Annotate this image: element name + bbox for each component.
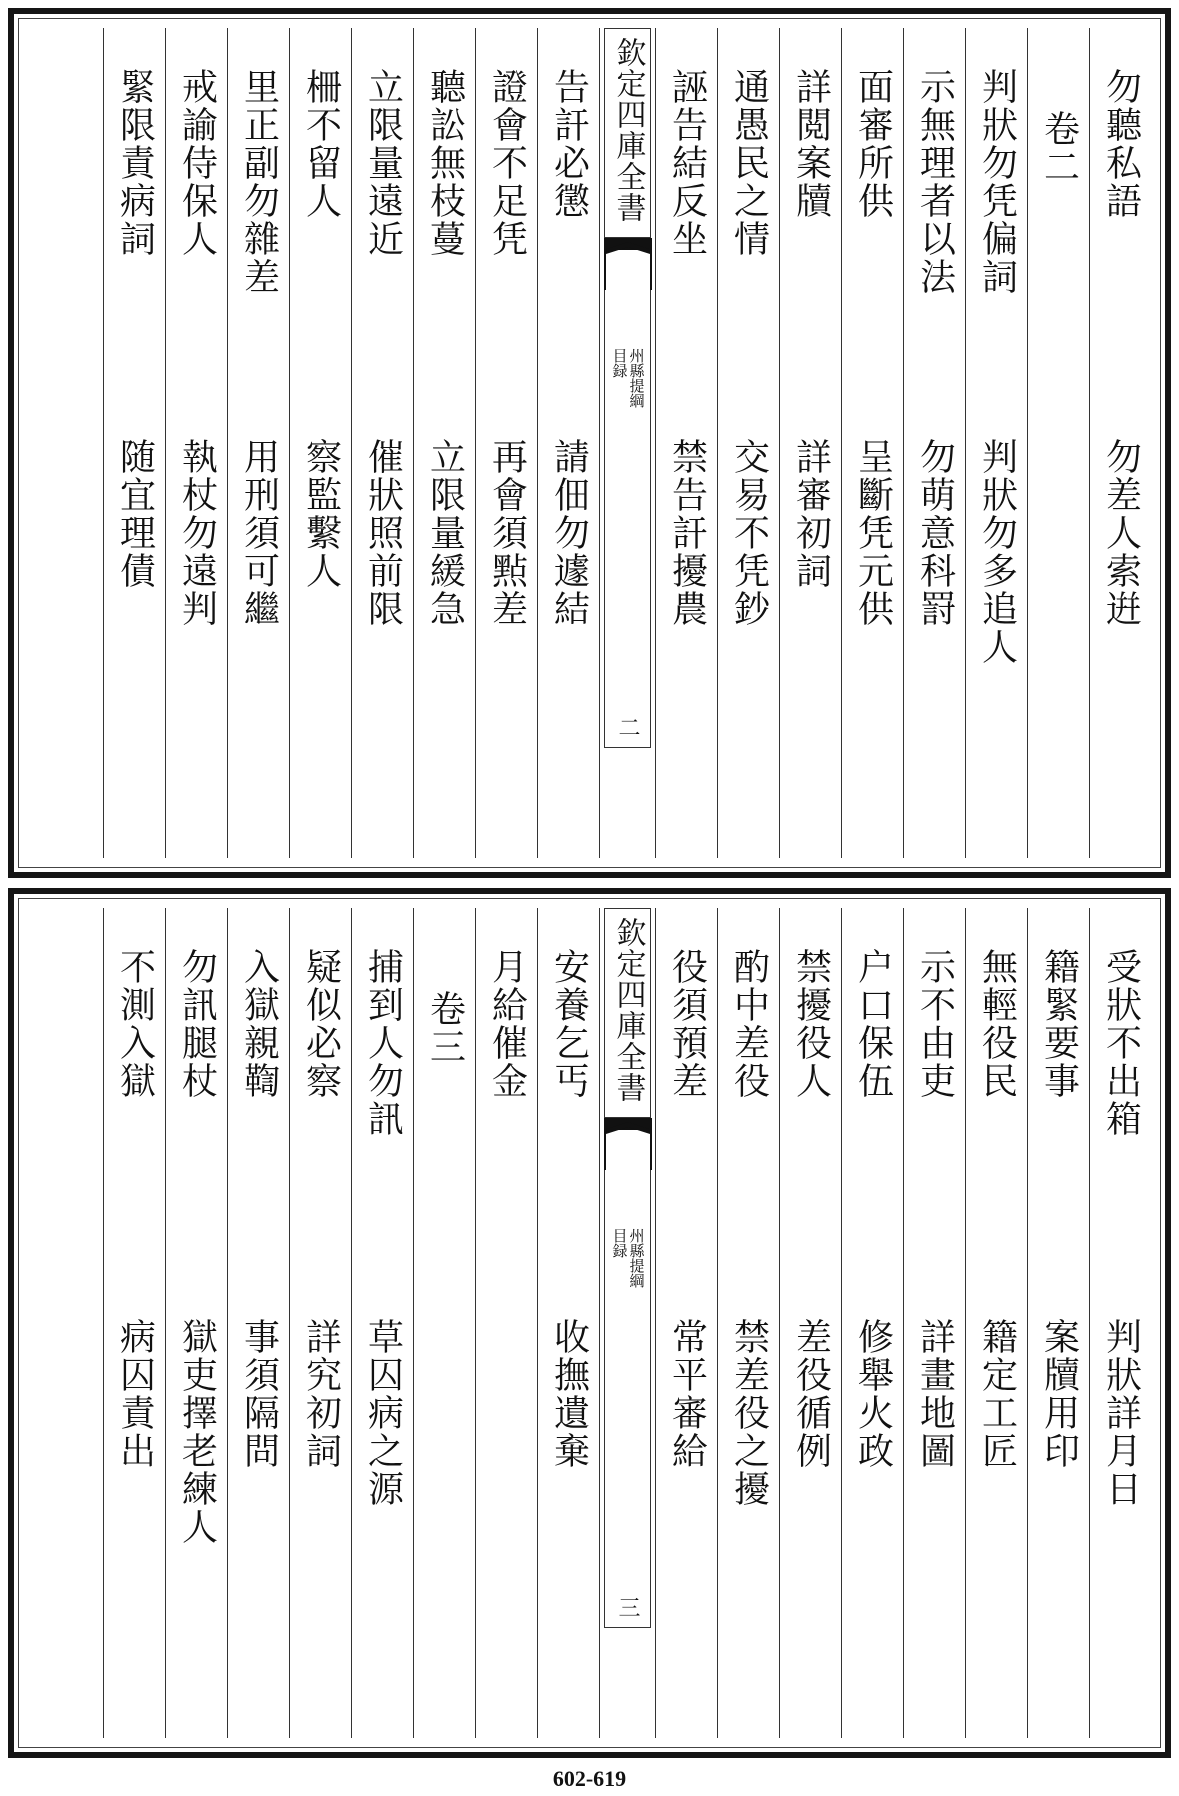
column-entry — [475, 28, 537, 858]
entry-title: 随宜理債 — [114, 438, 156, 590]
column-entry — [227, 908, 289, 1738]
page-bottom — [8, 888, 1171, 1758]
entry-title: 草囚病之源 — [362, 1318, 404, 1508]
book-title: 欽定四庫全書 — [610, 917, 646, 1103]
entry-title: 勿聽私語 — [1100, 68, 1142, 220]
columns-bottom — [28, 908, 1151, 1738]
book-title-band — [604, 908, 651, 1118]
column-entry — [413, 28, 475, 858]
column-entry — [655, 908, 717, 1738]
column-entry — [351, 908, 413, 1738]
entry-title: 籍緊要事 — [1038, 948, 1080, 1100]
column-entry — [841, 28, 903, 858]
page-top — [8, 8, 1171, 878]
section-name: 州縣提綱 — [627, 1228, 646, 1288]
entry-title: 示無理者以法 — [914, 68, 956, 296]
page-number: 三 — [615, 1596, 640, 1618]
entry-title: 勿訊腿杖 — [176, 948, 218, 1100]
column-juan-heading — [413, 908, 475, 1738]
column-entry — [717, 908, 779, 1738]
column-entry — [537, 908, 599, 1738]
column-entry — [165, 28, 227, 858]
column-entry — [103, 28, 165, 858]
entry-title: 立限量緩急 — [424, 438, 466, 628]
column-juan-heading — [1027, 28, 1089, 858]
entry-title: 交易不凭鈔 — [728, 438, 770, 628]
entry-title: 役須預差 — [666, 948, 708, 1100]
entry-title: 再會須㸃差 — [486, 438, 528, 628]
entry-title: 通愚民之情 — [728, 68, 770, 258]
center-fold — [599, 908, 655, 1738]
columns-top — [28, 28, 1151, 858]
entry-title: 詳閲案牘 — [790, 68, 832, 220]
entry-title: 禁告訐擾農 — [666, 438, 708, 628]
book-title: 欽定四庫全書 — [610, 37, 646, 223]
section-label — [612, 1228, 644, 1288]
entry-title: 柵不留人 — [300, 68, 342, 220]
entry-title: 入獄親鞫 — [238, 948, 280, 1100]
juan-heading: 卷三 — [424, 990, 466, 1066]
entry-title: 請佃勿遽結 — [548, 438, 590, 628]
entry-title: 察監繫人 — [300, 438, 342, 590]
entry-title: 月給催金 — [486, 948, 528, 1100]
entry-title: 勿萌意科罸 — [914, 438, 956, 628]
entry-title: 疑似必察 — [300, 948, 342, 1100]
entry-title: 受狀不出箱 — [1100, 948, 1142, 1138]
entry-title: 告訐必懲 — [548, 68, 590, 220]
entry-title: 差役循例 — [790, 1318, 832, 1470]
entry-title: 無輕役民 — [976, 948, 1018, 1100]
column-entry — [655, 28, 717, 858]
entry-title: 用刑須可繼 — [238, 438, 280, 628]
juan-heading: 卷二 — [1038, 110, 1080, 186]
entry-title: 證會不足凭 — [486, 68, 528, 258]
column-entry — [1027, 908, 1089, 1738]
entry-title: 勿差人索逬 — [1100, 438, 1142, 628]
column-entry — [351, 28, 413, 858]
column-entry — [965, 908, 1027, 1738]
entry-title: 里正副勿雜差 — [238, 68, 280, 296]
column-entry — [779, 908, 841, 1738]
column-entry — [227, 28, 289, 858]
fold-bottom-rule — [604, 747, 651, 748]
entry-title: 安養乞丐 — [548, 948, 590, 1100]
fishtail-mark-icon — [604, 1118, 652, 1170]
entry-title: 催狀照前限 — [362, 438, 404, 628]
entry-title: 聽訟無枝蔓 — [424, 68, 466, 258]
entry-title: 籍定工匠 — [976, 1318, 1018, 1470]
entry-title: 戒諭侍保人 — [176, 68, 218, 258]
book-title-band — [604, 28, 651, 238]
section-type: 目録 — [610, 348, 629, 378]
entry-title: 面審所供 — [852, 68, 894, 220]
column-entry — [965, 28, 1027, 858]
column-entry — [1089, 908, 1151, 1738]
column-entry — [841, 908, 903, 1738]
column-entry — [475, 908, 537, 1738]
entry-title: 病囚責出 — [114, 1318, 156, 1470]
page-number: 二 — [615, 716, 640, 738]
fishtail-mark-icon — [604, 238, 652, 290]
column-entry — [165, 908, 227, 1738]
entry-title: 修舉火政 — [852, 1318, 894, 1470]
entry-title: 常平審給 — [666, 1318, 708, 1470]
entry-title: 禁差役之擾 — [728, 1318, 770, 1508]
entry-title: 案牘用印 — [1038, 1318, 1080, 1470]
section-type: 目録 — [610, 1228, 629, 1258]
fold-bottom-rule — [604, 1627, 651, 1628]
column-entry — [717, 28, 779, 858]
column-entry — [903, 28, 965, 858]
entry-title: 詳究初詞 — [300, 1318, 342, 1470]
entry-title: 立限量遠近 — [362, 68, 404, 258]
entry-title: 詳畫地圖 — [914, 1318, 956, 1470]
column-entry — [289, 28, 351, 858]
center-fold — [599, 28, 655, 858]
entry-title: 示不由吏 — [914, 948, 956, 1100]
column-entry — [289, 908, 351, 1738]
entry-title: 詳審初詞 — [790, 438, 832, 590]
entry-title: 判狀勿凭偏詞 — [976, 68, 1018, 296]
column-entry — [903, 908, 965, 1738]
entry-title: 獄吏擇老練人 — [176, 1318, 218, 1546]
entry-title: 判狀詳月日 — [1100, 1318, 1142, 1508]
entry-title: 不測入獄 — [114, 948, 156, 1100]
entry-title: 呈斷凭元供 — [852, 438, 894, 628]
column-entry — [1089, 28, 1151, 858]
entry-title: 緊限責病詞 — [114, 68, 156, 258]
entry-title: 户口保伍 — [852, 948, 894, 1100]
entry-title: 事須隔問 — [238, 1318, 280, 1470]
column-entry — [537, 28, 599, 858]
section-label — [612, 348, 644, 408]
entry-title: 禁擾役人 — [790, 948, 832, 1100]
entry-title: 收撫遺棄 — [548, 1318, 590, 1470]
entry-title: 誣告結反坐 — [666, 68, 708, 258]
column-entry — [779, 28, 841, 858]
entry-title: 捕到人勿訊 — [362, 948, 404, 1138]
catalog-number: 602-619 — [552, 1766, 627, 1791]
column-entry — [103, 908, 165, 1738]
entry-title: 判狀勿多追人 — [976, 438, 1018, 666]
entry-title: 酌中差役 — [728, 948, 770, 1100]
entry-title: 執杖勿遠判 — [176, 438, 218, 628]
section-name: 州縣提綱 — [627, 348, 646, 408]
